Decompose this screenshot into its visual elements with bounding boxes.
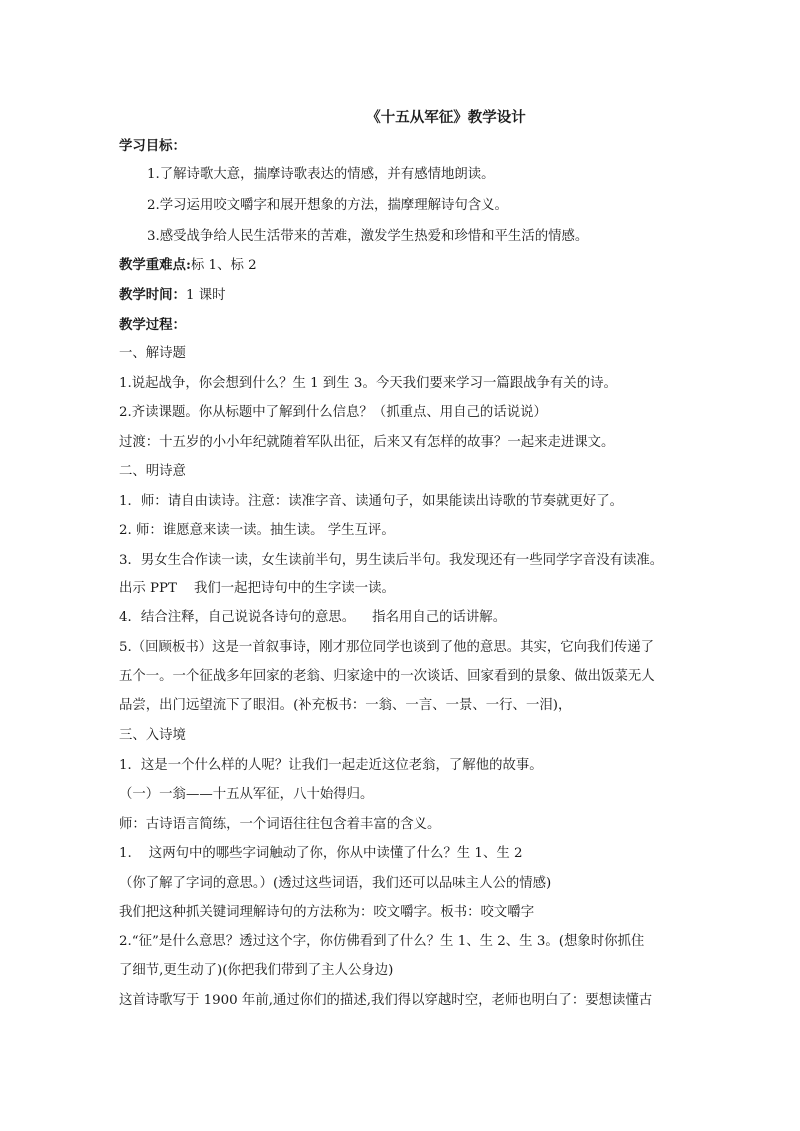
key-points-line: [119, 256, 257, 275]
body-line: 2.齐读课题。你从标题中了解到什么信息？（抓重点、用自己的话说说）: [119, 405, 547, 420]
body-line: 3．男女生合作读一读，女生读前半句，男生读后半句。我发现还有一些同学字音没有读准。: [119, 553, 664, 568]
teaching-time-label: 教学时间：: [119, 287, 186, 303]
body-line: 1. 这两句中的哪些字词触动了你，你从中读懂了什么？生 1、生 2: [119, 846, 523, 861]
body-line: 了细节,更生动了)(你把我们带到了主人公身边): [119, 963, 394, 978]
body-line: 2. 师：谁愿意来读一读。抽生读。 学生互评。: [119, 523, 395, 538]
section-heading: 二、明诗意: [119, 464, 186, 479]
body-line: 我们把这种抓关键词理解诗句的方法称为：咬文嚼字。板书：咬文嚼字: [119, 905, 535, 920]
body-line: （你了解了字词的意思。）(透过这些词语，我们还可以品味主人公的情感): [119, 876, 552, 891]
body-line: 1．这是一个什么样的人呢？让我们一起走近这位老翁，了解他的故事。: [119, 758, 543, 773]
goals-heading: 学习目标：: [119, 138, 186, 154]
teaching-time-line: [119, 286, 226, 305]
section-heading: 三、入诗境: [119, 728, 186, 743]
document-title: 《十五从军征》教学设计: [366, 109, 526, 126]
goal-item: 3.感受战争给人民生活带来的苦难，激发学生热爱和珍惜和平生活的情感。: [147, 229, 589, 244]
body-line: 4．结合注释，自己说说各诗句的意思。 指名用自己的话讲解。: [119, 610, 507, 625]
body-line: 1.说起战争，你会想到什么？生 1 到生 3。今天我们要来学习一篇跟战争有关的诗。: [119, 376, 617, 391]
goal-item: 2.学习运用咬文嚼字和展开想象的方法，揣摩理解诗句含义。: [147, 198, 508, 213]
section-heading: 一、解诗题: [119, 346, 186, 361]
body-line: （一）一翁——十五从军征，八十始得归。: [119, 787, 374, 802]
body-line: 品尝，出门远望流下了眼泪。(补充板书：一翁、一言、一景、一行、一泪)，: [119, 698, 572, 713]
teaching-time-value: 1 课时: [185, 288, 226, 303]
body-line: 师：古诗语言简练，一个词语往往包含着丰富的含义。: [119, 817, 441, 832]
key-points-label: 教学重难点:: [119, 257, 191, 273]
body-line: 5.（回顾板书）这是一首叙事诗，刚才那位同学也谈到了他的意思。其实，它向我们传递了: [119, 640, 655, 655]
key-points-value: 标 1、标 2: [190, 258, 257, 273]
body-line: 过渡：十五岁的小小年纪就随着军队出征，后来又有怎样的故事？一起来走进课文。: [119, 435, 615, 450]
goal-item: 1.了解诗歌大意，揣摩诗歌表达的情感，并有感情地朗读。: [147, 167, 495, 182]
body-line: 五个一。一个征战多年回家的老翁、归家途中的一次谈话、回家看到的景象、做出饭菜无人: [119, 669, 655, 684]
process-heading: 教学过程：: [119, 317, 186, 333]
body-line: 出示 PPT 我们一起把诗句中的生字读一读。: [119, 581, 395, 596]
body-line: 这首诗歌写于 1900 年前,通过你们的描述,我们得以穿越时空，老师也明白了：要想读懂古: [119, 993, 653, 1008]
body-line: 1．师：请自由读诗。注意：读准字音、读通句子，如果能读出诗歌的节奏就更好了。: [119, 494, 623, 509]
body-line: 2.“征”是什么意思？透过这个字，你仿佛看到了什么？生 1、生 2、生 3。(想象时你抓住: [119, 934, 645, 949]
